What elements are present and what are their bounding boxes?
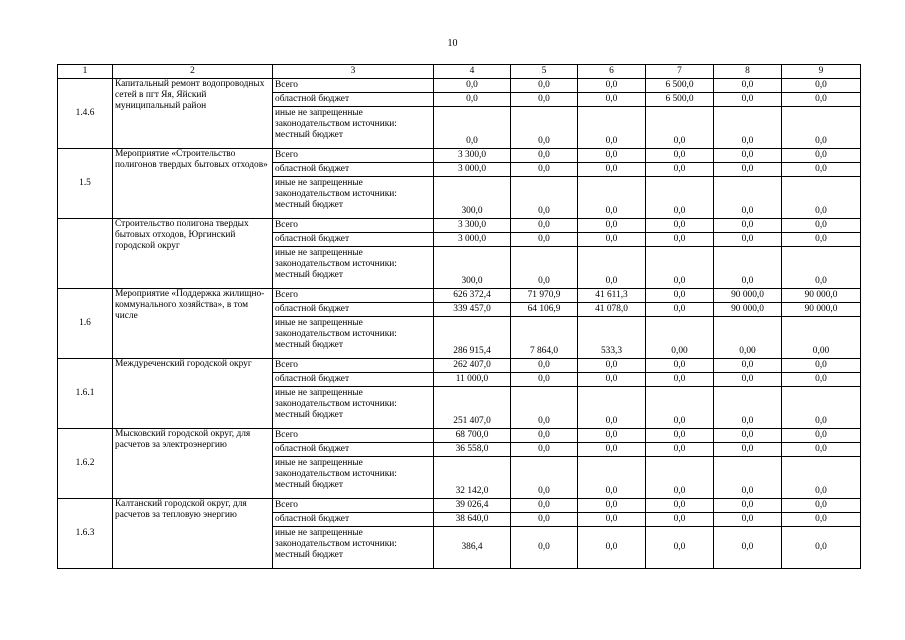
amount-cell: 3 300,0 xyxy=(434,219,511,233)
amount-cell: 0,0 xyxy=(782,233,861,247)
amount-cell: 6 500,0 xyxy=(646,79,714,93)
amount-cell: 0,0 xyxy=(511,359,578,373)
funding-source: иные не запрещенные законодательством источники: местный бюджет xyxy=(273,317,434,359)
funding-source: иные не запрещенные законодательством источники: местный бюджет xyxy=(273,177,434,219)
column-number: 7 xyxy=(646,65,714,79)
item-name: Калтанский городской округ, для расчетов за тепловую энергию xyxy=(113,499,273,569)
amount-cell: 0,0 xyxy=(434,79,511,93)
amount-cell: 0,0 xyxy=(714,149,782,163)
amount-cell: 0,0 xyxy=(714,443,782,457)
amount-cell: 0,0 xyxy=(646,457,714,499)
funding-source: Всего xyxy=(273,499,434,513)
amount-cell: 0,0 xyxy=(511,93,578,107)
amount-cell: 0,0 xyxy=(782,443,861,457)
amount-cell: 0,0 xyxy=(511,79,578,93)
column-number: 9 xyxy=(782,65,861,79)
amount-cell: 0,0 xyxy=(646,107,714,149)
amount-cell: 0,0 xyxy=(578,247,646,289)
item-code: 1.4.6 xyxy=(58,79,113,149)
amount-cell: 0,0 xyxy=(714,177,782,219)
amount-cell: 71 970,9 xyxy=(511,289,578,303)
amount-cell: 0,0 xyxy=(782,93,861,107)
amount-cell: 90 000,0 xyxy=(714,303,782,317)
column-number: 8 xyxy=(714,65,782,79)
amount-cell: 0,0 xyxy=(714,79,782,93)
table-row xyxy=(58,499,861,513)
table-row xyxy=(58,79,861,93)
amount-cell: 0,0 xyxy=(714,429,782,443)
amount-cell: 0,0 xyxy=(511,443,578,457)
amount-cell: 41 078,0 xyxy=(578,303,646,317)
amount-cell: 251 407,0 xyxy=(434,387,511,429)
amount-cell: 0,0 xyxy=(578,163,646,177)
amount-cell: 0,0 xyxy=(511,107,578,149)
amount-cell: 0,0 xyxy=(646,359,714,373)
amount-cell: 0,0 xyxy=(511,457,578,499)
funding-source: Всего xyxy=(273,429,434,443)
amount-cell: 0,0 xyxy=(578,387,646,429)
amount-cell: 0,0 xyxy=(646,513,714,527)
amount-cell: 38 640,0 xyxy=(434,513,511,527)
amount-cell: 0,0 xyxy=(578,513,646,527)
funding-source: областной бюджет xyxy=(273,93,434,107)
funding-source: иные не запрещенные законодательством источники: местный бюджет xyxy=(273,527,434,569)
funding-source: Всего xyxy=(273,149,434,163)
amount-cell: 3 300,0 xyxy=(434,149,511,163)
amount-cell: 0,0 xyxy=(511,499,578,513)
amount-cell: 0,0 xyxy=(578,79,646,93)
column-number: 1 xyxy=(58,65,113,79)
amount-cell: 0,0 xyxy=(511,149,578,163)
funding-source: областной бюджет xyxy=(273,373,434,387)
amount-cell: 0,0 xyxy=(511,429,578,443)
amount-cell: 0,0 xyxy=(782,107,861,149)
amount-cell: 0,0 xyxy=(646,247,714,289)
amount-cell: 3 000,0 xyxy=(434,163,511,177)
amount-cell: 0,0 xyxy=(646,177,714,219)
amount-cell: 64 106,9 xyxy=(511,303,578,317)
item-name: Мероприятие «Поддержка жилищно-коммунального хозяйства», в том числе xyxy=(113,289,273,359)
item-code xyxy=(58,219,113,289)
table-row xyxy=(58,429,861,443)
item-code: 1.6.1 xyxy=(58,359,113,429)
column-number: 4 xyxy=(434,65,511,79)
amount-cell: 0,0 xyxy=(782,149,861,163)
amount-cell: 0,0 xyxy=(511,233,578,247)
funding-source: иные не запрещенные законодательством источники: местный бюджет xyxy=(273,457,434,499)
amount-cell: 0,0 xyxy=(782,457,861,499)
funding-source: областной бюджет xyxy=(273,233,434,247)
amount-cell: 0,0 xyxy=(782,387,861,429)
amount-cell: 0,0 xyxy=(714,233,782,247)
amount-cell: 0,0 xyxy=(578,149,646,163)
amount-cell: 0,00 xyxy=(646,317,714,359)
item-name: Капитальный ремонт водопроводных сетей в пгт Яя, Яйский муниципальный район xyxy=(113,79,273,149)
amount-cell: 0,0 xyxy=(578,93,646,107)
amount-cell: 0,0 xyxy=(578,499,646,513)
amount-cell: 90 000,0 xyxy=(782,303,861,317)
amount-cell: 0,0 xyxy=(714,499,782,513)
amount-cell: 0,0 xyxy=(511,219,578,233)
amount-cell: 0,00 xyxy=(782,317,861,359)
column-number: 6 xyxy=(578,65,646,79)
amount-cell: 0,0 xyxy=(782,247,861,289)
item-code: 1.6 xyxy=(58,289,113,359)
amount-cell: 0,0 xyxy=(578,373,646,387)
amount-cell: 0,0 xyxy=(714,163,782,177)
amount-cell: 0,0 xyxy=(714,527,782,569)
amount-cell: 0,0 xyxy=(578,107,646,149)
funding-source: областной бюджет xyxy=(273,163,434,177)
funding-source: областной бюджет xyxy=(273,513,434,527)
amount-cell: 0,0 xyxy=(714,247,782,289)
amount-cell: 0,0 xyxy=(646,163,714,177)
amount-cell: 0,0 xyxy=(511,373,578,387)
amount-cell: 0,0 xyxy=(646,219,714,233)
amount-cell: 6 500,0 xyxy=(646,93,714,107)
amount-cell: 0,0 xyxy=(578,429,646,443)
amount-cell: 0,0 xyxy=(646,387,714,429)
amount-cell: 0,0 xyxy=(782,219,861,233)
amount-cell: 7 864,0 xyxy=(511,317,578,359)
amount-cell: 41 611,3 xyxy=(578,289,646,303)
amount-cell: 0,0 xyxy=(714,219,782,233)
amount-cell: 0,0 xyxy=(434,93,511,107)
amount-cell: 626 372,4 xyxy=(434,289,511,303)
funding-source: Всего xyxy=(273,289,434,303)
amount-cell: 0,0 xyxy=(646,149,714,163)
funding-source: областной бюджет xyxy=(273,303,434,317)
page-number: 10 xyxy=(447,38,458,49)
item-name: Междуреченский городской округ xyxy=(113,359,273,429)
amount-cell: 0,0 xyxy=(646,527,714,569)
column-number: 5 xyxy=(511,65,578,79)
amount-cell: 386,4 xyxy=(434,527,511,569)
funding-source: иные не запрещенные законодательством источники: местный бюджет xyxy=(273,387,434,429)
funding-source: Всего xyxy=(273,359,434,373)
amount-cell: 0,0 xyxy=(511,513,578,527)
amount-cell: 0,0 xyxy=(646,373,714,387)
amount-cell: 0,0 xyxy=(578,177,646,219)
amount-cell: 0,0 xyxy=(578,457,646,499)
item-code: 1.6.2 xyxy=(58,429,113,499)
amount-cell: 0,0 xyxy=(434,107,511,149)
column-number-row xyxy=(58,65,861,79)
amount-cell: 0,0 xyxy=(646,233,714,247)
amount-cell: 0,0 xyxy=(782,499,861,513)
amount-cell: 0,0 xyxy=(782,373,861,387)
amount-cell: 262 407,0 xyxy=(434,359,511,373)
amount-cell: 0,0 xyxy=(782,177,861,219)
amount-cell: 533,3 xyxy=(578,317,646,359)
amount-cell: 0,0 xyxy=(646,429,714,443)
table-row xyxy=(58,149,861,163)
table-body xyxy=(58,65,861,569)
amount-cell: 339 457,0 xyxy=(434,303,511,317)
table-row xyxy=(58,219,861,233)
item-code: 1.6.3 xyxy=(58,499,113,569)
amount-cell: 0,0 xyxy=(578,219,646,233)
amount-cell: 32 142,0 xyxy=(434,457,511,499)
column-number: 2 xyxy=(113,65,273,79)
amount-cell: 0,0 xyxy=(782,359,861,373)
amount-cell: 36 558,0 xyxy=(434,443,511,457)
budget-table xyxy=(57,64,861,569)
funding-source: иные не запрещенные законодательством источники: местный бюджет xyxy=(273,247,434,289)
funding-source: Всего xyxy=(273,219,434,233)
table-row xyxy=(58,359,861,373)
amount-cell: 0,0 xyxy=(782,429,861,443)
amount-cell: 0,0 xyxy=(782,527,861,569)
amount-cell: 0,0 xyxy=(511,387,578,429)
amount-cell: 0,0 xyxy=(511,163,578,177)
amount-cell: 0,0 xyxy=(646,499,714,513)
amount-cell: 0,0 xyxy=(714,387,782,429)
amount-cell: 0,0 xyxy=(646,289,714,303)
table-row xyxy=(58,289,861,303)
amount-cell: 0,0 xyxy=(782,79,861,93)
amount-cell: 0,0 xyxy=(714,93,782,107)
amount-cell: 0,00 xyxy=(714,317,782,359)
amount-cell: 39 026,4 xyxy=(434,499,511,513)
amount-cell: 0,0 xyxy=(646,303,714,317)
amount-cell: 300,0 xyxy=(434,247,511,289)
amount-cell: 11 000,0 xyxy=(434,373,511,387)
amount-cell: 90 000,0 xyxy=(714,289,782,303)
funding-source: Всего xyxy=(273,79,434,93)
amount-cell: 0,0 xyxy=(578,233,646,247)
item-name: Мысковский городской округ, для расчетов за электроэнергию xyxy=(113,429,273,499)
amount-cell: 90 000,0 xyxy=(782,289,861,303)
amount-cell: 300,0 xyxy=(434,177,511,219)
item-name: Мероприятие «Строительство полигонов твердых бытовых отходов» xyxy=(113,149,273,219)
item-name: Строительство полигона твердых бытовых отходов, Юргинский городской округ xyxy=(113,219,273,289)
amount-cell: 0,0 xyxy=(714,107,782,149)
amount-cell: 0,0 xyxy=(714,457,782,499)
amount-cell: 0,0 xyxy=(782,513,861,527)
amount-cell: 0,0 xyxy=(578,527,646,569)
column-number: 3 xyxy=(273,65,434,79)
amount-cell: 0,0 xyxy=(511,527,578,569)
amount-cell: 0,0 xyxy=(782,163,861,177)
amount-cell: 0,0 xyxy=(714,359,782,373)
amount-cell: 0,0 xyxy=(578,359,646,373)
amount-cell: 0,0 xyxy=(578,443,646,457)
amount-cell: 3 000,0 xyxy=(434,233,511,247)
amount-cell: 0,0 xyxy=(646,443,714,457)
funding-source: иные не запрещенные законодательством источники: местный бюджет xyxy=(273,107,434,149)
funding-source: областной бюджет xyxy=(273,443,434,457)
amount-cell: 0,0 xyxy=(511,247,578,289)
amount-cell: 0,0 xyxy=(714,373,782,387)
amount-cell: 286 915,4 xyxy=(434,317,511,359)
amount-cell: 0,0 xyxy=(511,177,578,219)
item-code: 1.5 xyxy=(58,149,113,219)
amount-cell: 68 700,0 xyxy=(434,429,511,443)
amount-cell: 0,0 xyxy=(714,513,782,527)
